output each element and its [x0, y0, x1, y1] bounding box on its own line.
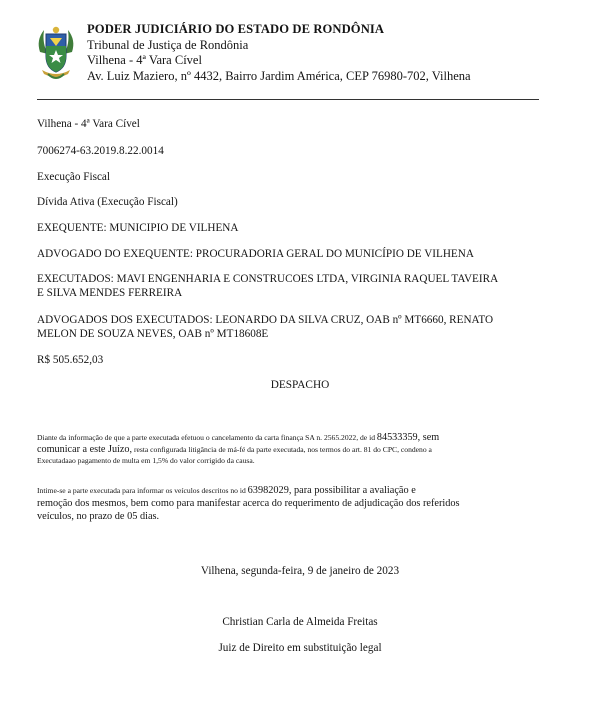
- tribunal-name: Tribunal de Justiça de Rondônia: [87, 37, 249, 52]
- header-address: Av. Luiz Maziero, nº 4432, Bairro Jardim América, CEP 76980-702, Vilhena: [87, 68, 471, 83]
- signature-date: Vilhena, segunda-feira, 9 de janeiro de 2023: [200, 565, 400, 577]
- case-class: Execução Fiscal: [37, 171, 110, 183]
- header-block: [87, 22, 471, 84]
- court-name: PODER JUDICIÁRIO DO ESTADO DE RONDÔNIA: [87, 22, 385, 36]
- p2-text-b: 63982029, para possibilitar a avaliação e: [247, 485, 416, 496]
- p1-text-c: resta configurada litigância de má-fé da parte executada, nos termos do art. 81 do CPC, condeno a: [132, 444, 432, 454]
- executados-line-2: E SILVA MENDES FERREIRA: [37, 287, 183, 299]
- judge-role: Juiz de Direito em substituição legal: [218, 642, 382, 654]
- case-vara: Vilhena - 4ª Vara Cível: [37, 118, 140, 130]
- executados-line-1: EXECUTADOS: MAVI ENGENHARIA E CONSTRUCOES LTDA, VIRGINIA RAQUEL TAVEIRA: [37, 273, 499, 285]
- executados: [37, 272, 542, 300]
- p1-text-d: Executadaao pagamento de multa em 1,5% do valor corrigido da causa.: [37, 456, 255, 466]
- judge-name: Christian Carla de Almeida Freitas: [222, 616, 378, 628]
- despacho-title: DESPACHO: [270, 379, 330, 391]
- p1-id: 84533359, sem: [376, 432, 440, 443]
- advogados-executados: [37, 313, 542, 341]
- p2-text-d: veículos, no prazo de 05 dias.: [37, 511, 160, 523]
- advogado-exequente: ADVOGADO DO EXEQUENTE: PROCURADORIA GERAL DO MUNICÍPIO DE VILHENA: [37, 248, 474, 260]
- exequente: EXEQUENTE: MUNICIPIO DE VILHENA: [37, 222, 239, 234]
- despacho-paragraph-2: [37, 484, 547, 524]
- header-vara: Vilhena - 4ª Vara Cível: [87, 53, 202, 67]
- coat-of-arms-icon: [34, 22, 78, 82]
- case-value: R$ 505.652,03: [37, 354, 104, 366]
- p2-text-c: remoção dos mesmos, bem como para manifestar acerca do requerimento de adjudicação dos referidos: [37, 498, 460, 510]
- p2-text-a: Intime-se a parte executada para informar os veículos descritos no id: [37, 486, 248, 495]
- header-divider: [37, 99, 539, 100]
- advogados-line-1: ADVOGADOS DOS EXECUTADOS: LEONARDO DA SILVA CRUZ, OAB nº MT6660, RENATO: [37, 314, 494, 326]
- despacho-paragraph-1: [37, 432, 547, 467]
- p1-text-b: comunicar a este Juízo,: [37, 443, 133, 455]
- case-number: 7006274-63.2019.8.22.0014: [37, 145, 164, 157]
- advogados-line-2: MELON DE SOUZA NEVES, OAB nº MT18608E: [37, 328, 269, 340]
- case-subject: Dívida Ativa (Execução Fiscal): [37, 196, 178, 208]
- p1-text-a: Diante da informação de que a parte executada efetuou o cancelamento da carta finança SA n. 2565.2022, de id: [37, 433, 377, 442]
